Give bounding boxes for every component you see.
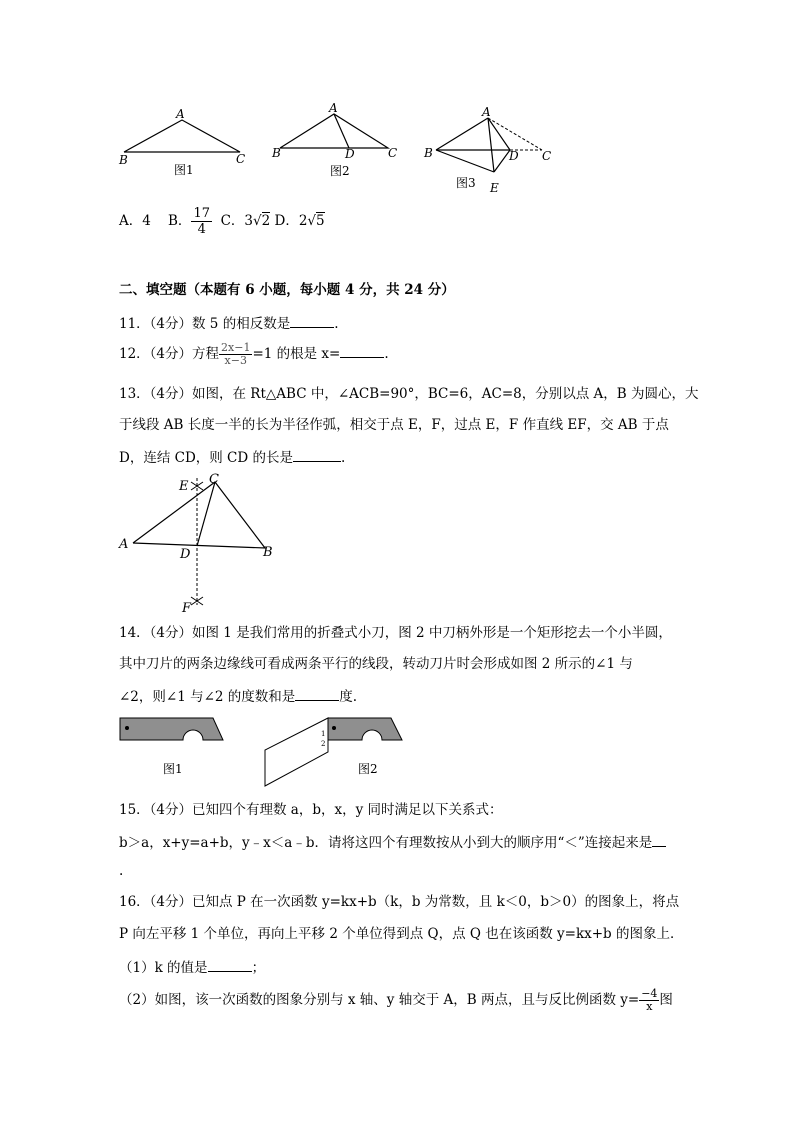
q12-prefix: 12．（4分）方程 [119,346,220,362]
option-d-radicand: 5 [316,213,325,229]
q13-figure [115,470,285,615]
fig1-label-B: B [119,153,128,167]
question-14-line-3 [119,686,357,706]
q14-line-3: ∠2，则∠1 与∠2 的度数和是 [119,689,296,705]
q13-label-E: E [179,479,189,494]
q13-end: . [341,450,346,466]
question-16-sub-1 [119,957,265,977]
fig3-caption: 图3 [456,176,476,190]
fig3-label-B: B [424,146,433,160]
q16-sub2-suffix: 图 [659,992,673,1008]
fig1-label-C: C [236,152,246,166]
q13-line-1: 13．（4分）如图，在 Rt△ABC 中，∠ACB=90°，BC=6，AC=8，分别以点 A，B 为圆心，大 [119,386,699,402]
fig2-caption: 图2 [330,164,350,178]
sqrt-icon: √ [253,213,262,229]
option-b-prefix: B． [168,213,192,229]
question-12 [119,342,389,367]
option-d: D．2 [274,213,308,229]
q13-label-A: A [119,537,129,552]
fig2-label-B: B [272,146,281,160]
q14-fig2-caption: 图2 [358,762,378,776]
q13-label-C: C [209,472,219,487]
fig1-label-A: A [176,107,185,121]
fig3-label-D: D [509,149,519,163]
q12-suffix: =1 的根是 x= [252,346,341,362]
figure-1 [118,107,245,177]
option-c-radicand: 2 [261,213,271,229]
q14-line-2: 其中刀片的两条边缘线可看成两条平行的线段，转动刀片时会形成如图 2 所示的∠1 与 [119,656,633,672]
q14-fig1-caption: 图1 [163,762,183,776]
q14-figures [115,710,415,790]
q13-line-2: 于线段 AB 长度一半的长为半径作弧，相交于点 E，F，过点 E，F 作直线 EF，交 AB 于点 [119,417,669,433]
q15-line-1: 15．（4分）已知四个有理数 a，b，x，y 同时满足以下关系式： [119,802,503,818]
fig2-label-A: A [329,101,338,115]
option-a: A．4 [119,213,151,229]
q11-end: . [334,316,339,332]
q14-end: 度. [339,689,358,705]
q15-line-2: b＞a，x+y=a+b，y﹣x＜a﹣b．请将这四个有理数按从小到大的顺序用“＜”连接起来是 [119,835,653,851]
q16-line-2: P 向左平移 1 个单位，再向上平移 2 个单位得到点 Q，点 Q 也在该函数 y=kx+b 的图象上． [119,926,684,942]
q13-label-D: D [180,547,191,562]
option-b-fraction: $\frac{17}{4}$ [193,206,210,237]
q13-line-3: D，连结 CD，则 CD 的长是 [119,450,294,466]
q11-text: 11．（4分）数 5 的相反数是 [119,316,291,332]
q15-line-3: . [119,863,124,879]
option-c: C．3 [220,213,253,229]
q10-options [119,204,325,238]
question-13-line-3 [119,447,345,467]
q16-line-1: 16．（4分）已知点 P 在一次函数 y=kx+b（k，b 为常数，且 k＜0，b＞0）的图象上，将点 [119,894,680,910]
answer-blank[interactable] [208,957,252,972]
fig2-label-C: C [388,146,398,160]
q16-sub1-end: ； [251,960,266,976]
answer-blank[interactable] [290,313,334,328]
fig2-label-D: D [345,147,355,161]
question-15-line-2 [119,832,666,852]
answer-blank[interactable] [293,447,341,462]
figure-3 [423,105,551,195]
answer-blank[interactable] [652,832,666,847]
q16-sub2-prefix: （2）如图，该一次函数的图象分别与 x 轴、y 轴交于 A，B 两点，且与反比例函数 y= [119,992,640,1008]
q14-angle-1: 1 [321,730,326,738]
q16-fraction: $\frac{-4}{x}$ [641,987,658,1013]
fig3-label-E: E [490,181,499,195]
q14-angle-2: 2 [321,740,326,748]
question-16-sub-2 [119,988,673,1013]
question-11 [119,313,339,333]
q12-fraction: $\frac{2x-1}{x-3}$ [221,341,251,367]
fig3-label-C: C [542,149,552,163]
triangle-figures [110,100,570,200]
q13-label-B: B [263,545,273,560]
q16-sub1: （1）k 的值是 [119,960,208,976]
q12-end: . [384,346,389,362]
sqrt-icon: √ [307,213,317,229]
answer-blank[interactable] [295,686,339,701]
fig1-caption: 图1 [174,163,194,177]
q14-line-1: 14．（4分）如图 1 是我们常用的折叠式小刀，图 2 中刀柄外形是一个矩形挖去一个小半圆， [119,625,672,641]
figure-2 [271,101,397,178]
section-heading: 二、填空题（本题有 6 小题，每小题 4 分，共 24 分） [119,282,455,298]
answer-blank[interactable] [340,343,384,358]
fig3-label-A: A [482,105,491,119]
q13-label-F: F [182,601,192,615]
